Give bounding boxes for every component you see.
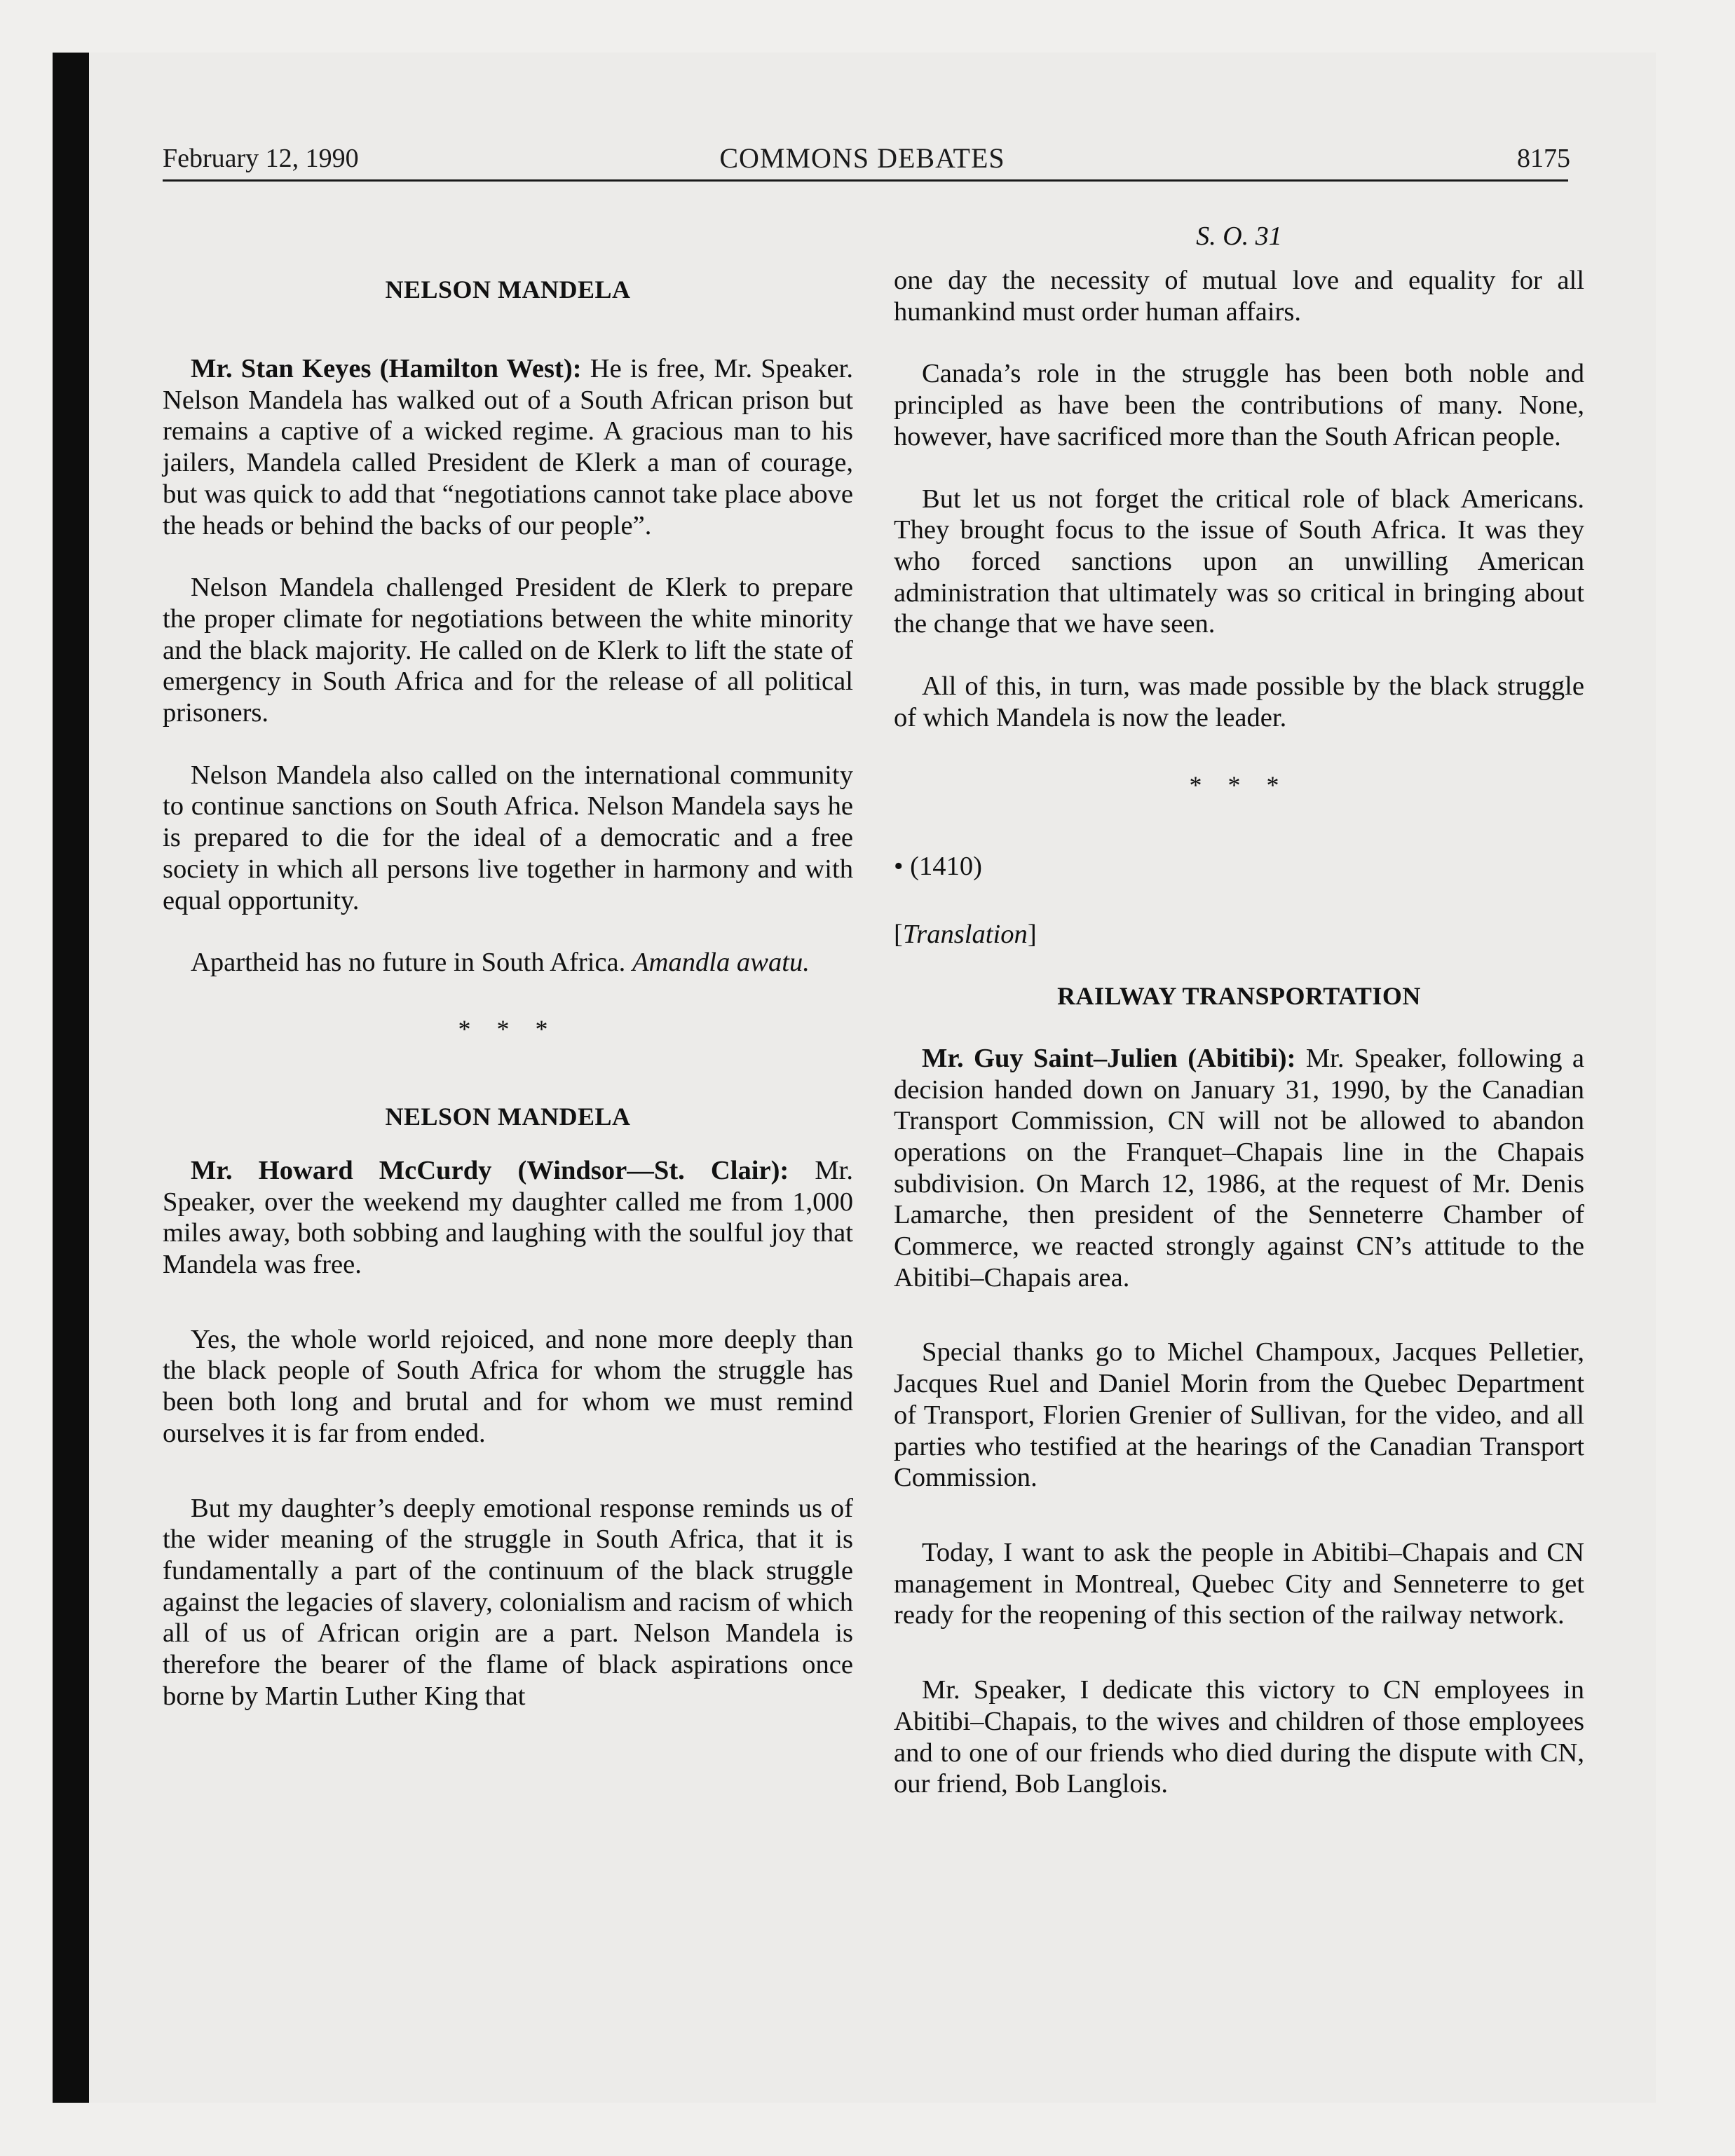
translation-note: [Translation]	[894, 920, 1037, 950]
mccurdy-text: Mr. Speaker, over the weekend my daughter called me from 1,000 miles away, both sobbing and laughing with the soulful joy that Mandela was free.	[163, 1155, 853, 1280]
heading-railway-transportation: RAILWAY TRANSPORTATION	[1057, 981, 1421, 1010]
amandla-awatu: Amandla awatu.	[632, 948, 810, 978]
paragraph-right-7: Today, I want to ask the people in Abitibi–Chapais and CN management in Montreal, Quebec City and Senneterre to get ready for the reopening of this section of the railway network.	[894, 1537, 1584, 1630]
speaker-saint-julien: Mr. Guy Saint–Julien (Abitibi):	[922, 1043, 1296, 1073]
standing-order-label: S. O. 31	[1196, 221, 1282, 251]
apartheid-text: Apartheid has no future in South Africa.	[191, 948, 626, 978]
paragraph-left-4	[163, 947, 853, 978]
section-separator-stars-right: * * *	[1189, 771, 1289, 800]
header-date: February 12, 1990	[163, 144, 359, 173]
paragraph-right-3: But let us not forget the critical role of black Americans. They brought focus to the issue of South Africa. It was they who forced sanctions upon an unwilling American administration that ultimately was so critical in bringing about the change that we have seen.	[894, 484, 1584, 639]
speaker-mccurdy: Mr. Howard McCurdy (Windsor—St. Clair):	[191, 1155, 789, 1185]
section-separator-stars: * * *	[458, 1014, 558, 1043]
translation-label: Translation	[902, 920, 1028, 950]
keyes-text: He is free, Mr. Speaker. Nelson Mandela has walked out of a South African prison but remains a captive of a wicked regime. A gracious man to his jailers, Mandela called President de Klerk a man of courage, but was quick to add that “negotiations cannot take place above the heads or behind the backs of our people”.	[163, 354, 853, 540]
header-rule	[163, 179, 1568, 182]
speaker-keyes: Mr. Stan Keyes (Hamilton West):	[191, 354, 582, 383]
right-column	[894, 189, 1584, 1800]
paragraph-mccurdy	[163, 1155, 853, 1281]
header-title: COMMONS DEBATES	[719, 142, 1005, 174]
paragraph-left-3: Nelson Mandela also called on the international community to continue sanctions on South Africa. Nelson Mandela says he is prepared to die for the ideal of a democratic and a free society in which all persons live together in harmony and with equal opportunity.	[163, 760, 853, 915]
header-page-number: 8175	[1517, 144, 1570, 173]
paragraph-keyes	[163, 353, 853, 541]
left-column	[163, 189, 853, 1712]
heading-nelson-mandela-2: NELSON MANDELA	[385, 1102, 631, 1131]
scan-edge-bar	[53, 53, 89, 2103]
time-stamp: • (1410)	[894, 852, 983, 882]
paragraph-left-2: Nelson Mandela challenged President de Klerk to prepare the proper climate for negotiations between the white minority and the black majority. He called on de Klerk to lift the state of emergency in South Africa and for the release of all political prisoners.	[163, 573, 853, 728]
paragraph-left-6: Yes, the whole world rejoiced, and none more deeply than the black people of South Africa for whom the struggle has been both long and brutal and for whom we must remind ourselves it is far from ended.	[163, 1324, 853, 1448]
heading-nelson-mandela-1: NELSON MANDELA	[385, 275, 631, 303]
paragraph-saint-julien	[894, 1043, 1584, 1294]
paragraph-right-1: one day the necessity of mutual love and equality for all humankind must order human affairs.	[894, 266, 1584, 327]
saint-julien-text: Mr. Speaker, following a decision handed down on January 31, 1990, by the Canadian Transport Commission, CN will not be allowed to abandon operations on the Franquet–Chapais line in the Chapais subdivision. On March 12, 1986, at the request of Mr. Denis Lamarche, then president of the Senneterre Chamber of Commerce, we reacted strongly against CN’s attitude to the Abitibi–Chapais area.	[894, 1043, 1585, 1292]
paragraph-right-6: Special thanks go to Michel Champoux, Jacques Pelletier, Jacques Ruel and Daniel Morin from the Quebec Department of Transport, Florien Grenier of Sullivan, for the video, and all parties who testified at the hearings of the Canadian Transport Commission.	[894, 1337, 1584, 1493]
paragraph-left-7: But my daughter’s deeply emotional response reminds us of the wider meaning of the struggle in South Africa, that it is fundamentally a part of the continuum of the black struggle against the legacies of slavery, colonialism and racism of which all of us of African origin are a part. Nelson Mandela is therefore the bearer of the flame of black aspirations once borne by Martin Luther King that	[163, 1493, 853, 1711]
paragraph-right-8: Mr. Speaker, I dedicate this victory to CN employees in Abitibi–Chapais, to the wives and children of those employees and to one of our friends who died during the dispute with CN, our friend, Bob Langlois.	[894, 1675, 1584, 1799]
paragraph-right-2: Canada’s role in the struggle has been both noble and principled as have been the contributions of many. None, however, have sacrificed more than the South African people.	[894, 359, 1584, 451]
paragraph-right-4: All of this, in turn, was made possible by the black struggle of which Mandela is now the leader.	[894, 671, 1584, 732]
